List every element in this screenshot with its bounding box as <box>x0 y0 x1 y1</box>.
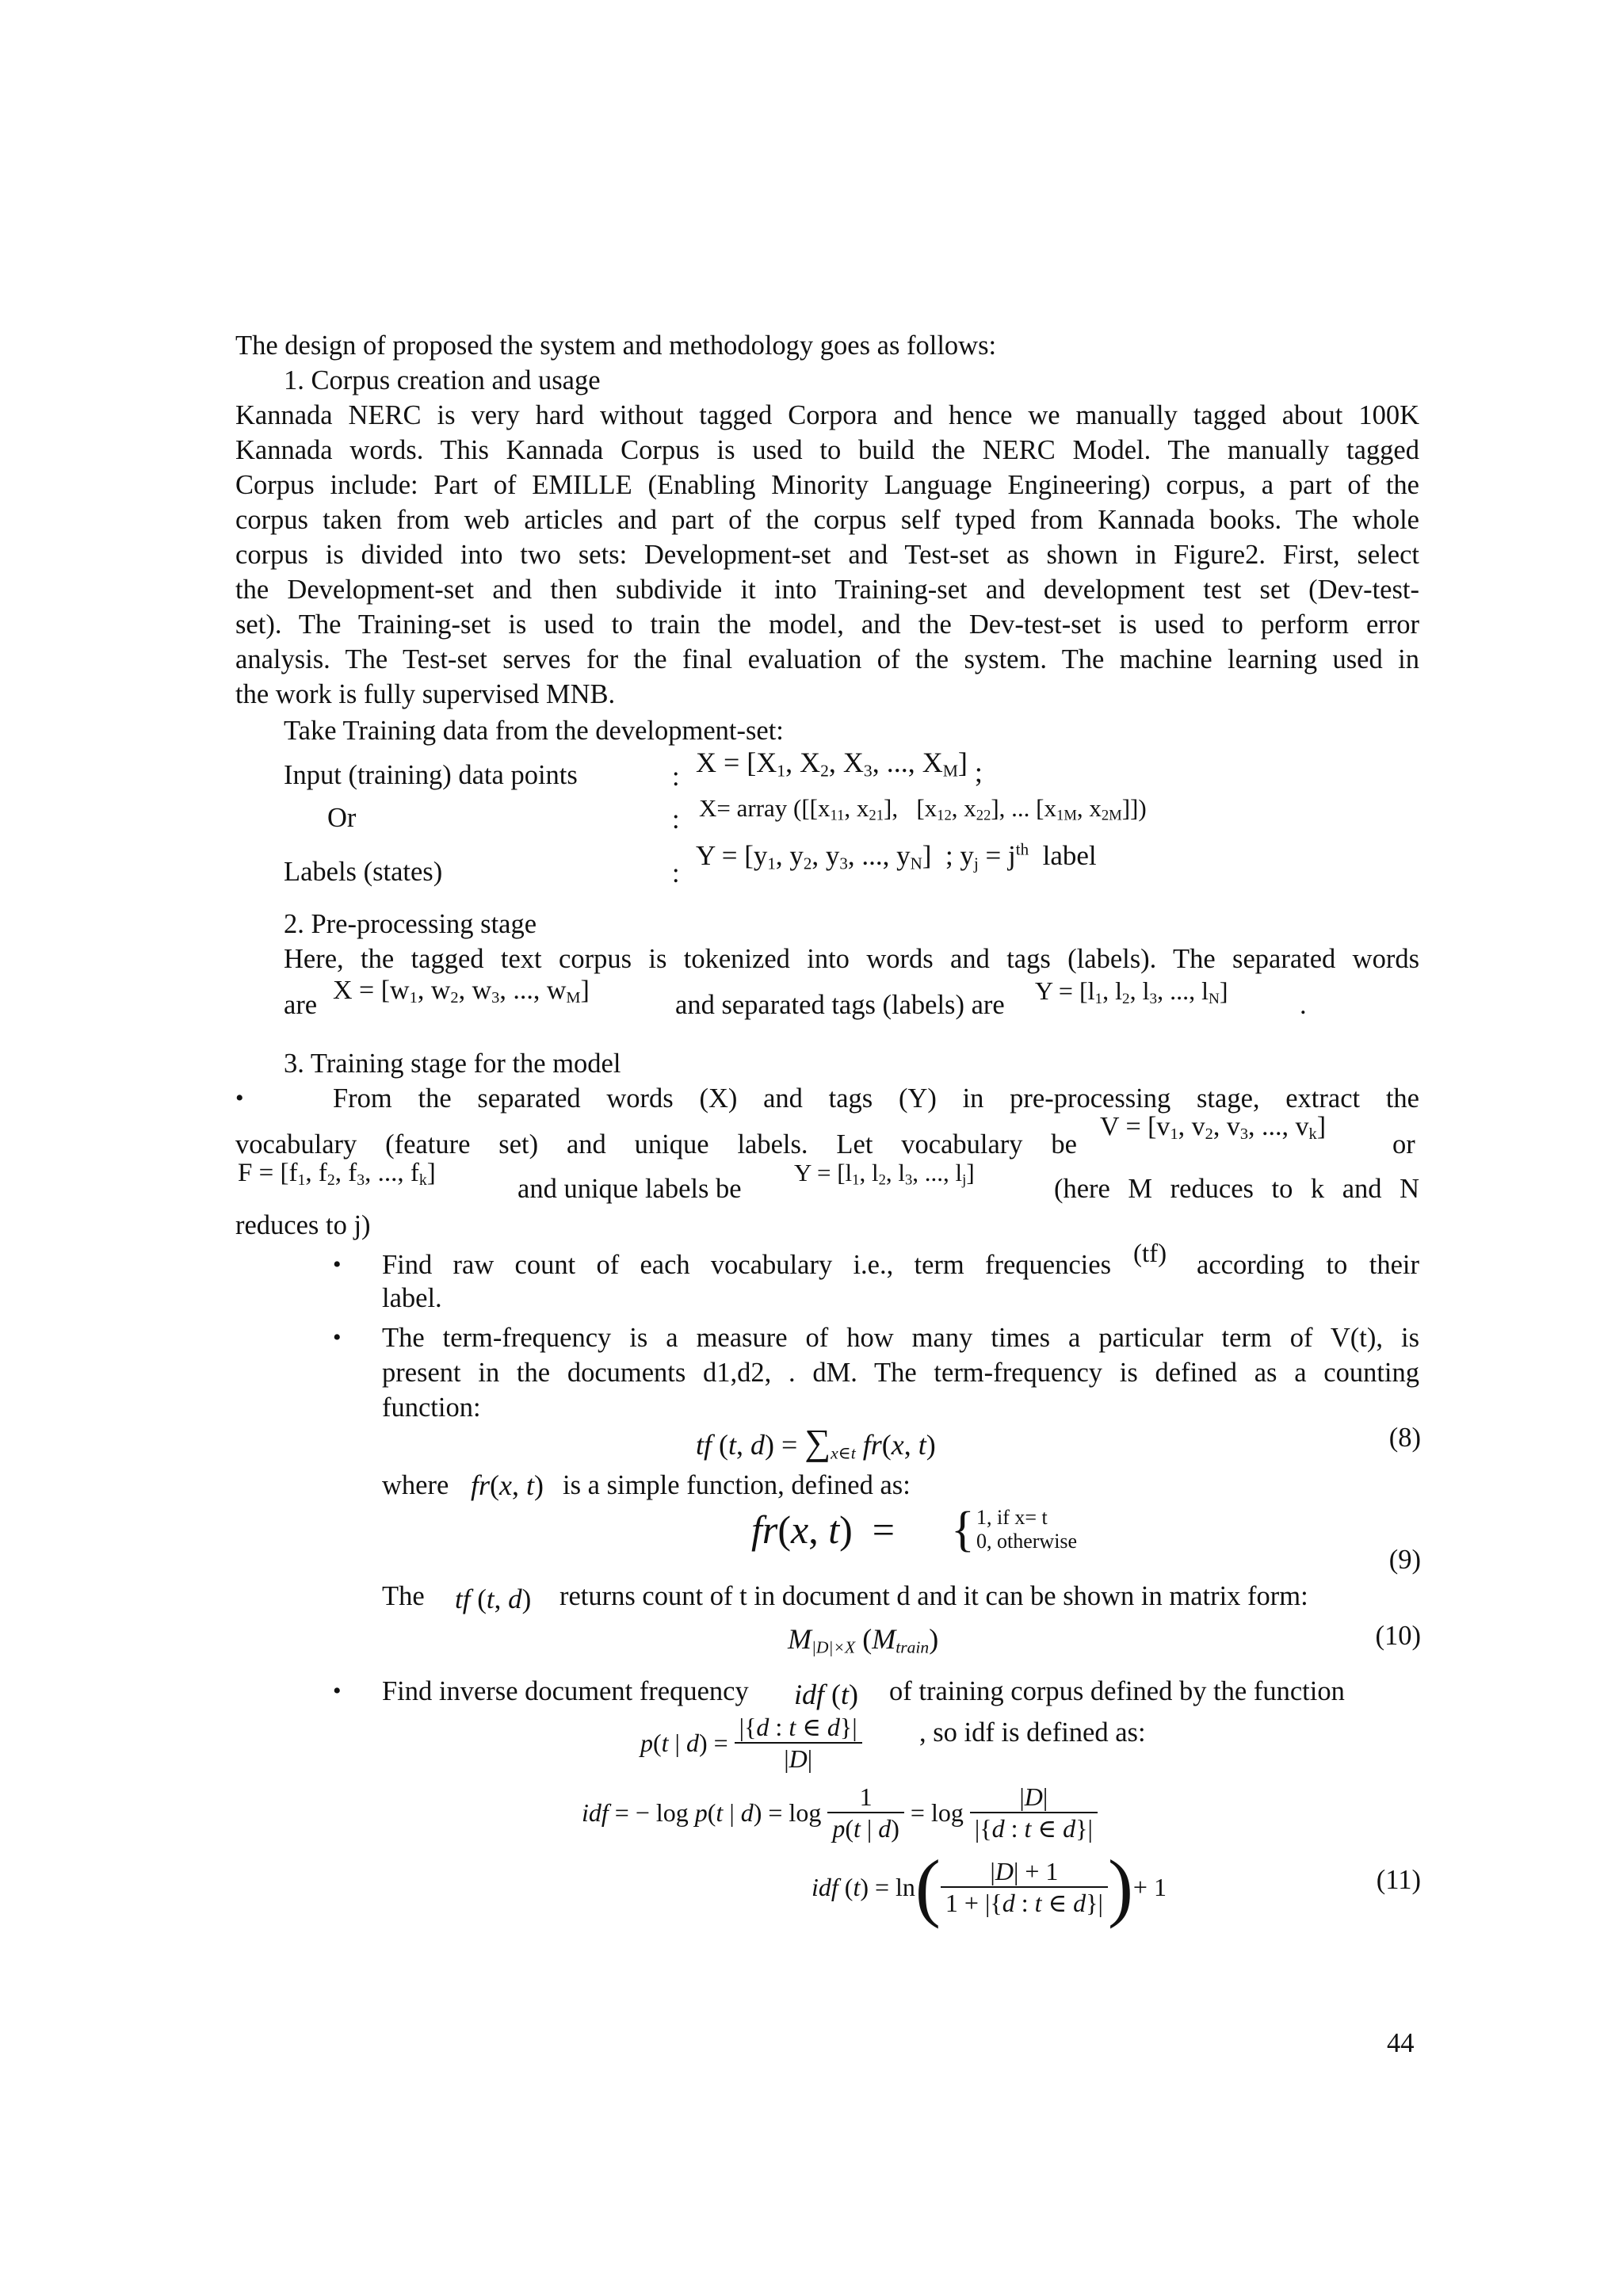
bullet-text: or <box>1392 1129 1415 1159</box>
or-label: Or <box>327 803 357 833</box>
paragraph-line: corpus taken from web articles and part of the corpus self typed from Kannada books. The whole <box>235 505 1419 535</box>
paragraph-line: set). The Training-set is used to train the model, and the Dev-test-set is used to perform error <box>235 609 1419 640</box>
bullet-text: function: <box>382 1392 481 1423</box>
paragraph-line: corpus is divided into two sets: Development-set and Test-set as shown in Figure2. First, select <box>235 540 1419 570</box>
equation-x-array: X= array ([[$x_{11}$, $x_{21}$], [$x_{12}$, $x_{22}$], ... [$x_{1M}$, $x_{2M}$]]) <box>699 794 1147 824</box>
bullet-text: (here M reduces to k and N <box>1054 1174 1419 1204</box>
the-text: The <box>382 1581 425 1611</box>
bullet-icon: • <box>333 1251 342 1278</box>
section-heading-2: 2. Pre-processing stage <box>284 909 537 939</box>
bullet-text: reduces to j) <box>235 1210 371 1240</box>
brace-icon: { <box>951 1503 975 1557</box>
labels-label: Labels (states) <box>284 857 443 887</box>
equation-fr: fr(x, t) <box>471 1469 544 1501</box>
colon: : <box>672 804 680 835</box>
equation-tf-td: tf (t, d) <box>455 1584 532 1614</box>
bullet-text: label. <box>382 1283 442 1313</box>
are-text: are <box>284 990 318 1020</box>
equation-idf-log: idf = − log p(t | d) = log $\frac{1}{p(t | d)}$ = log $\frac{|D|}{|\{d : t \in d\}|}$ <box>582 1782 1098 1843</box>
paragraph-line: Kannada NERC is very hard without tagged Corpora and hence we manually tagged about 100K <box>235 400 1419 430</box>
equation-8: tf (t, $d) = \sum_{x\in t}$ fr(x, t) <box>696 1422 936 1463</box>
bullet-text: From the separated words (X) and tags (Y) in pre-processing stage, extract the <box>333 1083 1419 1114</box>
equation-feature-vector: $F = [f_1$, $f_2$, $f_3$, ..., $f_k$] <box>238 1159 436 1189</box>
colon: : <box>672 762 680 792</box>
section-heading-1: 1. Corpus creation and usage <box>284 365 601 395</box>
equation-tf: (tf) <box>1133 1240 1167 1268</box>
case-line-2: 0, otherwise <box>976 1530 1078 1553</box>
take-training-text: Take Training data from the development-set: <box>284 716 784 746</box>
page-number: 44 <box>1387 2028 1415 2058</box>
bullet-icon: • <box>333 1324 342 1350</box>
bullet-icon: • <box>333 1678 342 1704</box>
preprocessing-line: Here, the tagged text corpus is tokenized into words and tags (labels). The separated words <box>284 944 1419 974</box>
equation-word-vector: $X = [w_1$, $w_2$, $w_3$, ..., $w_M$] <box>333 976 590 1007</box>
paragraph-line: the work is fully supervised MNB. <box>235 679 616 709</box>
bullet-text: present in the documents d1,d2, . dM. The term-frequency is defined as a counting <box>382 1358 1419 1388</box>
where-text: is a simple function, defined as: <box>563 1470 911 1500</box>
colon: : <box>672 858 680 888</box>
equation-unique-labels: $Y = [l_1$, $l_2$, $l_3$, ..., $l_j$] <box>794 1159 975 1189</box>
equation-tag-vector: $Y = [l_1$, $l_2$, $l_3$, ..., $l_N$] <box>1035 976 1228 1007</box>
bullet-text: of training corpus defined by the function <box>889 1676 1345 1706</box>
equation-number: (8) <box>1388 1423 1421 1453</box>
equation-p-t-d: p(t | d) = $\frac{|\{d : t \in d\}|}{|D|}$ <box>640 1712 862 1774</box>
paragraph-line: analysis. The Test-set serves for the final evaluation of the system. The machine learning used in <box>235 644 1419 674</box>
equation-number: (9) <box>1388 1545 1421 1575</box>
case-line-1: 1, if x= t <box>976 1506 1048 1529</box>
intro-text: The design of proposed the system and methodology goes as follows: <box>235 330 997 361</box>
paragraph-line: Corpus include: Part of EMILLE (Enabling Minority Language Engineering) corpus, a part of the <box>235 470 1419 500</box>
paragraph-line: Kannada words. This Kannada Corpus is used to build the NERC Model. The manually tagged <box>235 435 1419 465</box>
equation-9: fr(x, t) = <box>751 1507 905 1552</box>
bullet-text: Find inverse document frequency <box>382 1676 749 1706</box>
equation-x-vector: $X = [X_1$, $X_2$, $X_3$, ..., $X_M$] ; <box>696 747 983 788</box>
equation-idf-t: idf (t) <box>794 1679 859 1710</box>
input-label: Input (training) data points <box>284 760 578 790</box>
the-text: returns count of t in document d and it can be shown in matrix form: <box>559 1581 1308 1611</box>
equation-11: idf (t) = ln( $\frac{|D| + 1}{1 + |\{d : t \in d\}|}$ )+ 1 <box>812 1844 1167 1929</box>
bullet-text: Find raw count of each vocabulary i.e., term frequencies <box>382 1250 1111 1280</box>
bullet-text: The term-frequency is a measure of how many times a particular term of V(t), is <box>382 1323 1419 1353</box>
where-text: where <box>382 1470 449 1500</box>
separated-tags-text: and separated tags (labels) are <box>675 990 1005 1020</box>
bullet-icon: • <box>235 1085 244 1111</box>
equation-number: (10) <box>1375 1621 1421 1651</box>
period: . <box>1300 990 1307 1020</box>
paragraph-line: the Development-set and then subdivide it into Training-set and development test set (Dev-test- <box>235 575 1419 605</box>
bullet-text: according to their <box>1197 1250 1419 1280</box>
section-heading-3: 3. Training stage for the model <box>284 1049 621 1079</box>
idf-defined-text: , so idf is defined as: <box>919 1717 1146 1748</box>
equation-vocab-vector: $V = [v_1$, $v_2$, $v_3$, ..., $v_k$] <box>1100 1112 1327 1144</box>
equation-y-labels: $Y = [y_1$, $y_2$, $y_3$, ..., $y_N$] ; $y_j = j^{th}$ label <box>696 839 1097 873</box>
equation-10: $M_{|D|\times X}$ $(M_{train})$ <box>788 1623 939 1657</box>
bullet-text: vocabulary (feature set) and unique labels. Let vocabulary be <box>235 1129 1077 1159</box>
corpus-paragraph <box>235 398 1419 712</box>
equation-number: (11) <box>1376 1865 1421 1895</box>
bullet-text: and unique labels be <box>517 1174 742 1204</box>
